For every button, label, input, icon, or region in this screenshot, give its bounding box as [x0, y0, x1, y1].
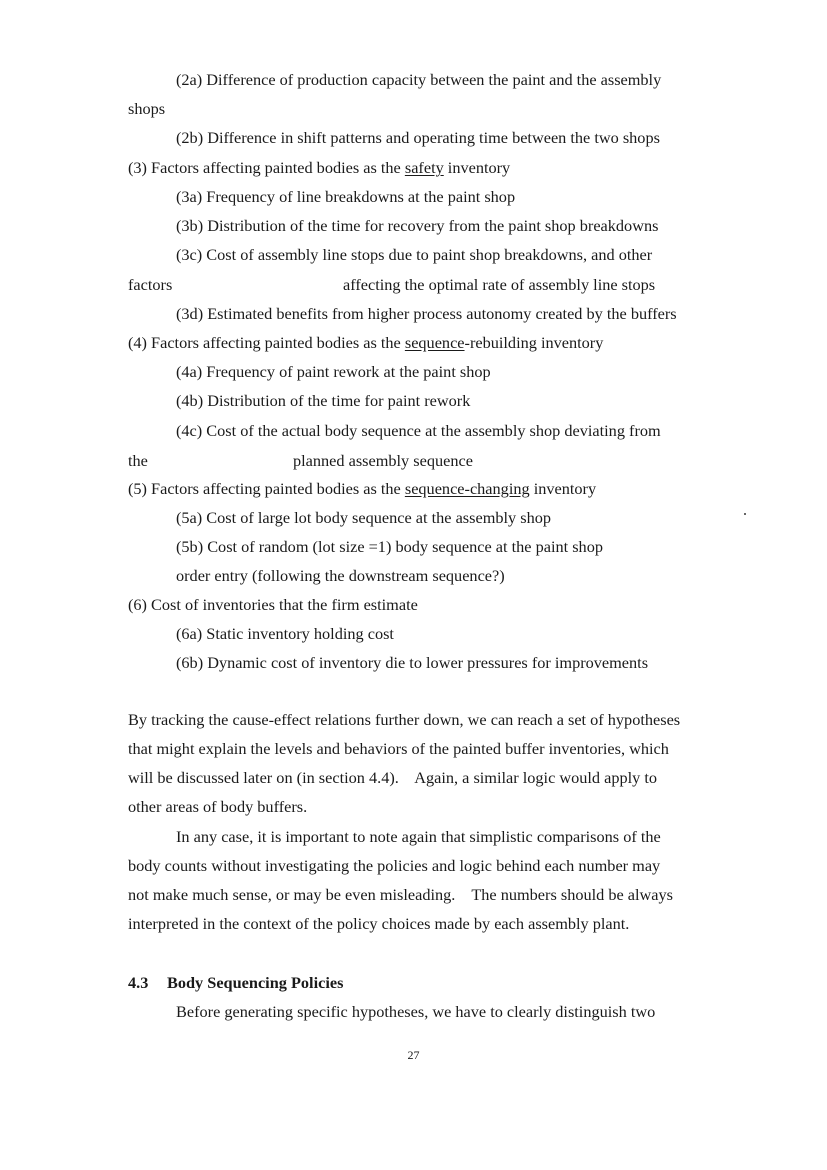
- list-item-4c: (4c) Cost of the actual body sequence at the assembly shop deviating from: [176, 421, 661, 440]
- paragraph-2-line-4: interpreted in the context of the policy choices made by each assembly plant.: [128, 914, 630, 933]
- list-item-4a: (4a) Frequency of paint rework at the paint shop: [176, 362, 491, 381]
- paragraph-2-line-1: In any case, it is important to note again that simplistic comparisons of the: [176, 827, 661, 846]
- list-item-3a: (3a) Frequency of line breakdowns at the paint shop: [176, 187, 516, 206]
- section-title: Body Sequencing Policies: [167, 973, 344, 992]
- paragraph-1-line-4: other areas of body buffers.: [128, 797, 308, 816]
- section-number: 4.3: [128, 973, 149, 992]
- list-item-5b-continuation: order entry (following the downstream sequence?): [176, 566, 505, 585]
- list-item-3c: (3c) Cost of assembly line stops due to paint shop breakdowns, and other: [176, 245, 653, 264]
- paragraph-1-line-2: that might explain the levels and behaviors of the painted buffer inventories, which: [128, 739, 669, 758]
- list-item-4c-continuation-start: the: [128, 451, 148, 470]
- list-item-5b: (5b) Cost of random (lot size =1) body sequence at the paint shop: [176, 537, 603, 556]
- list-item-4b: (4b) Distribution of the time for paint rework: [176, 391, 471, 410]
- paragraph-1-line-1: By tracking the cause-effect relations further down, we can reach a set of hypotheses: [128, 710, 681, 729]
- list-item-6a: (6a) Static inventory holding cost: [176, 624, 394, 643]
- scan-speck: [744, 513, 746, 515]
- paragraph-1-line-3: will be discussed later on (in section 4.4). Again, a similar logic would apply to: [128, 768, 658, 787]
- list-item-6: (6) Cost of inventories that the firm estimate: [128, 595, 418, 614]
- list-item-4c-continuation-end: planned assembly sequence: [293, 451, 473, 470]
- list-item-2a-continuation: shops: [128, 99, 166, 118]
- list-item-2a: (2a) Difference of production capacity between the paint and the assembly: [176, 70, 662, 89]
- list-item-2b: (2b) Difference in shift patterns and operating time between the two shops: [176, 128, 660, 147]
- list-item-3d: (3d) Estimated benefits from higher process autonomy created by the buffers: [176, 304, 677, 323]
- paragraph-2-line-3: not make much sense, or may be even misleading. The numbers should be always: [128, 885, 673, 904]
- underlined-term-sequence: sequence: [404, 333, 465, 352]
- list-item-4: (4) Factors affecting painted bodies as the sequence-rebuilding inventory: [128, 333, 604, 352]
- list-item-3c-continuation-start: factors: [128, 275, 173, 294]
- list-item-5: (5) Factors affecting painted bodies as the sequence-changing inventory: [128, 479, 597, 498]
- paragraph-2-line-2: body counts without investigating the policies and logic behind each number may: [128, 856, 661, 875]
- underlined-term-safety: safety: [404, 158, 444, 177]
- section-first-line: Before generating specific hypotheses, we have to clearly distinguish two: [176, 1002, 656, 1021]
- page-number: 27: [407, 1048, 420, 1062]
- list-item-6b: (6b) Dynamic cost of inventory die to lower pressures for improvements: [176, 653, 649, 672]
- underlined-term-sequence-changing: sequence-changing: [404, 479, 530, 498]
- list-item-3c-continuation-end: affecting the optimal rate of assembly line stops: [343, 275, 656, 294]
- list-item-3b: (3b) Distribution of the time for recovery from the paint shop breakdowns: [176, 216, 659, 235]
- list-item-5a: (5a) Cost of large lot body sequence at the assembly shop: [176, 508, 551, 527]
- list-item-3: (3) Factors affecting painted bodies as the safety inventory: [128, 158, 511, 177]
